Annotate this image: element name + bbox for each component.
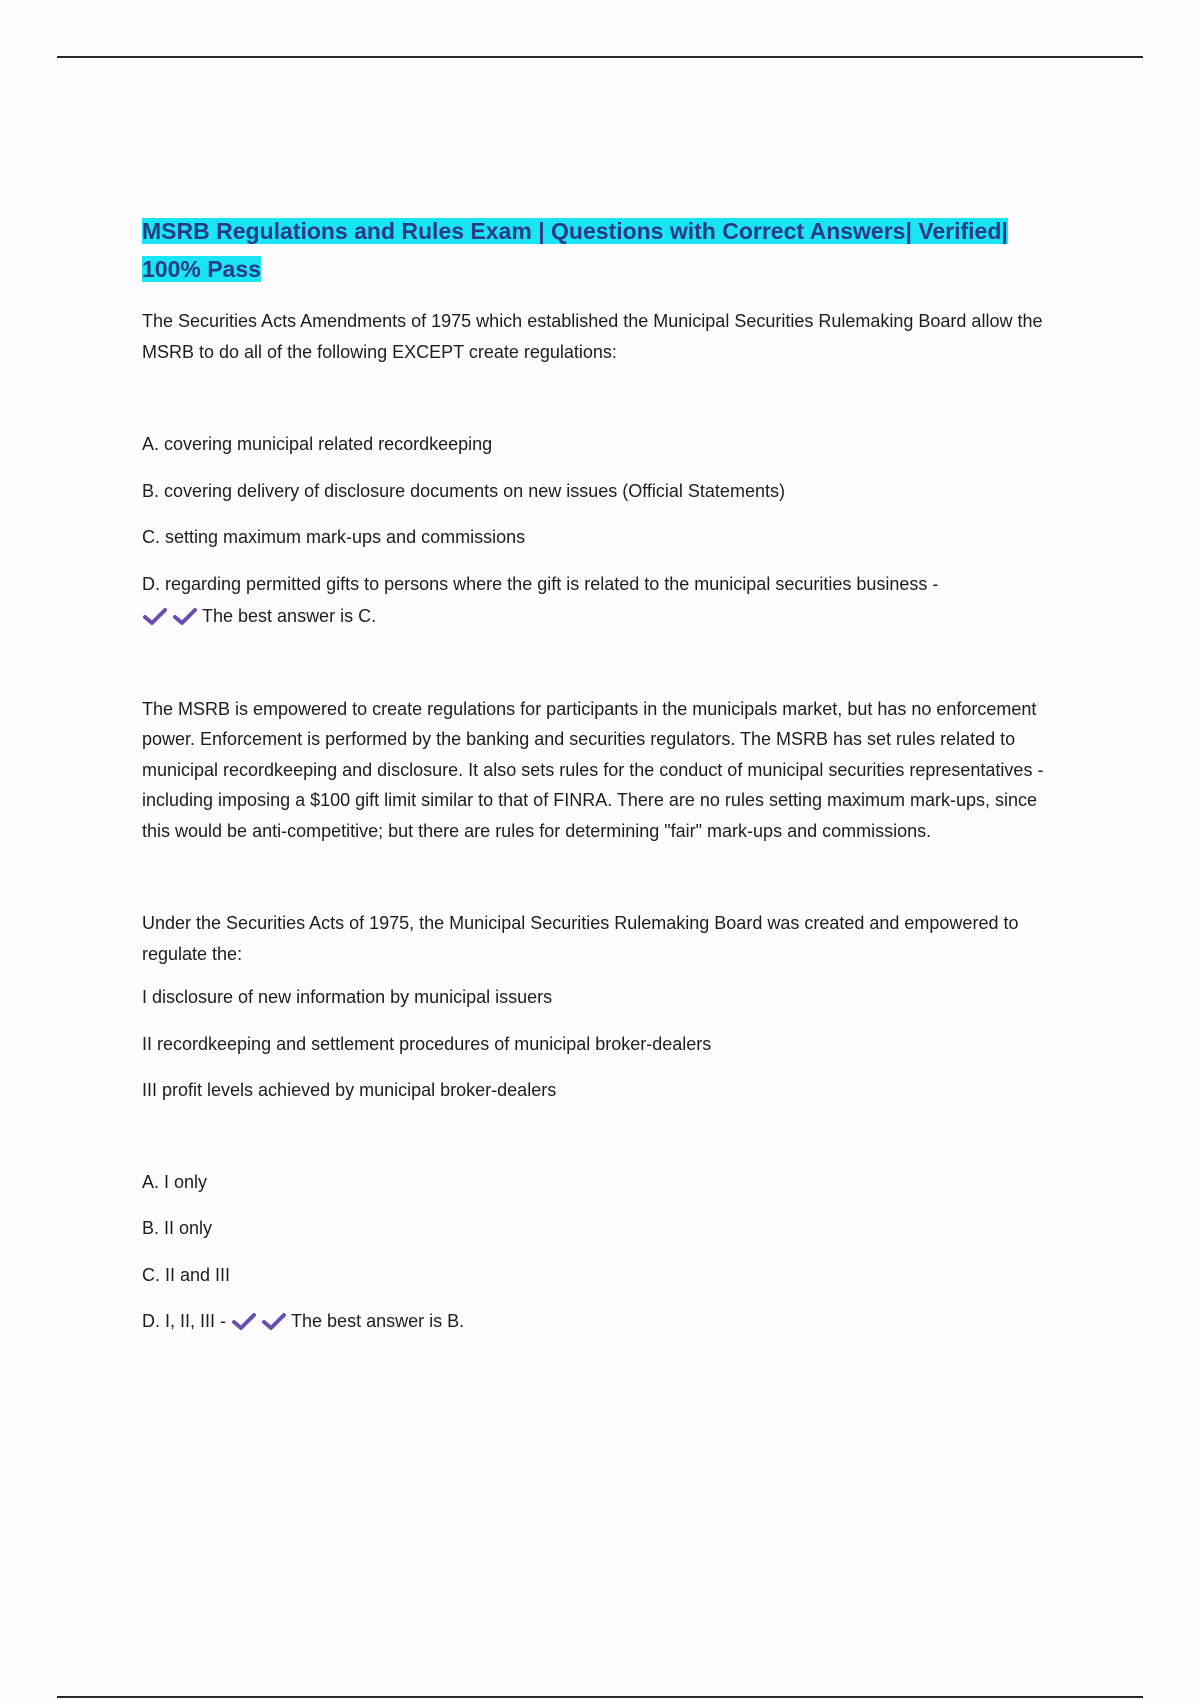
question-1-prompt: The Securities Acts Amendments of 1975 which established the Municipal Securities Rulemaking Board allow the MSRB to do all of the following EXCEPT create regulations: <box>142 311 1043 362</box>
answer-checkmarks <box>142 606 198 626</box>
checkmark-icon <box>261 1311 287 1331</box>
footer-rule <box>57 1696 1143 1698</box>
question-2-item-i: I disclosure of new information by municipal issuers <box>142 987 553 1007</box>
document-title <box>142 212 1062 288</box>
question-1-options <box>142 429 1062 632</box>
checkmark-icon <box>231 1311 257 1331</box>
question-1-option-c: C. setting maximum mark-ups and commissions <box>142 527 526 547</box>
question-2-options <box>142 1167 1062 1337</box>
header-rule <box>57 56 1143 58</box>
question-1-option-b: B. covering delivery of disclosure documents on new issues (Official Statements) <box>142 480 785 501</box>
question-2-item-iii: III profit levels achieved by municipal broker-dealers <box>142 1080 557 1100</box>
question-2-option-d-text: D. I, II, III - <box>142 1311 227 1331</box>
question-1-explanation: The MSRB is empowered to create regulations for participants in the municipals market, but has no enforcement power. Enforcement is performed by the banking and securities regulators. The MSRB has set rules related to municipal recordkeeping and disclosure. It also sets rules for the conduct of municipal securities representatives - including imposing a $100 gift limit similar to that of FINRA. There are no rules setting maximum mark-ups, since this would be anti-competitive; but there are rules for determining "fair" mark-ups and commissions. <box>142 698 1044 841</box>
question-1-option-d <box>142 569 1062 632</box>
question-2-option-d <box>142 1306 1062 1337</box>
answer-checkmarks <box>231 1311 287 1331</box>
checkmark-icon <box>142 606 168 626</box>
question-2-prompt: Under the Securities Acts of 1975, the Municipal Securities Rulemaking Board was created and empowered to regulate the: <box>142 913 1019 964</box>
question-2-items <box>142 982 1062 1106</box>
question-2-option-a: A. I only <box>142 1171 208 1192</box>
document-body <box>142 212 1062 1337</box>
question-1-answer-text: The best answer is C. <box>202 606 377 626</box>
question-1-option-d-text: D. regarding permitted gifts to persons where the gift is related to the municipal securities business - <box>142 573 939 594</box>
question-1-answer <box>142 601 376 632</box>
title-highlight: MSRB Regulations and Rules Exam | Questions with Correct Answers| Verified| 100% Pass <box>142 218 1008 282</box>
question-2-item-ii: II recordkeeping and settlement procedures of municipal broker-dealers <box>142 1033 712 1054</box>
question-2-option-b: B. II only <box>142 1218 213 1238</box>
checkmark-icon <box>172 606 198 626</box>
question-2-answer-text: The best answer is B. <box>291 1311 465 1331</box>
question-2-option-c: C. II and III <box>142 1264 231 1285</box>
question-1-option-a: A. covering municipal related recordkeeping <box>142 434 493 454</box>
